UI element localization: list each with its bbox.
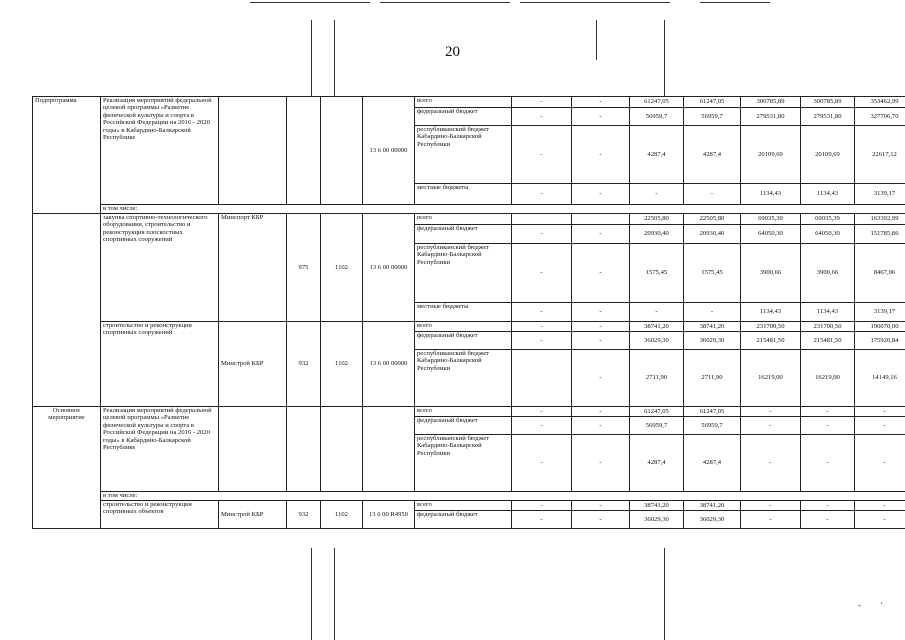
- kbk-cell: 13 6 00 R4950: [363, 501, 415, 529]
- executor: Минстрой КБР: [219, 322, 287, 407]
- kbk-cell: 13 6 00 00000: [363, 322, 415, 407]
- table-row: строительство и реконструкция спортивных объектов Минстрой КБР 932 1102 13 6 00 R4950 всего - - 38741,20 38741,20 - - -: [33, 501, 905, 511]
- table-row: федеральный бюджет - - 36029,30 36029,30 - - -: [33, 511, 905, 529]
- executor: Минспорт КБР: [219, 214, 287, 322]
- measure-name: закупка спортивно-технологического оборудования, строительство и реконструкция плоскостных спортивных сооружений: [101, 214, 219, 322]
- table-row: федеральный бюджет - - 36029,30 36029,30 215481,50 215481,50 175920,84: [33, 332, 905, 350]
- table-row: [33, 492, 905, 501]
- funding-source: местные бюджеты: [415, 303, 512, 322]
- including-label: в том числе:: [101, 492, 905, 501]
- vertical-guide: [311, 548, 312, 640]
- funding-source: республиканский бюджет Кабардино-Балкарской Республики: [415, 435, 512, 492]
- funding-source: республиканский бюджет Кабардино-Балкарской Республики: [415, 350, 512, 407]
- table-row: федеральный бюджет - - 20930,40 20930,40 64050,30 64050,30 151785,86: [33, 225, 905, 244]
- funding-source: федеральный бюджет: [415, 417, 512, 435]
- table-row: Подпрограмма Реализация мероприятий федеральной целевой программы «Развитие физической культуры и спорта в Российской Федерации на 2016 - 2020 годы» в Кабардино-Балкарской Республике 13 6 00 00000 всего - - 61247,05 61247,05 300785,89 300785,89 353462,99: [33, 97, 905, 108]
- funding-source: местные бюджеты: [415, 184, 512, 205]
- section-code: 1102: [321, 214, 363, 322]
- funding-source: всего: [415, 214, 512, 225]
- table-row: местные бюджеты - - - - 1134,43 1134,43 3139,17: [33, 303, 905, 322]
- vertical-guide: [664, 548, 665, 640]
- funding-source: федеральный бюджет: [415, 332, 512, 350]
- section-code: 1102: [321, 501, 363, 529]
- funding-source: всего: [415, 407, 512, 417]
- measure-name: Реализация мероприятий федеральной целевой программы «Развитие физической культуры и спорта в Российской Федерации на 2016 - 2020 годы» в Кабардино-Балкарской Республике: [101, 97, 219, 205]
- funding-source: всего: [415, 501, 512, 511]
- table-row: строительство и реконструкция спортивных сооружений Минстрой КБР 932 1102 13 6 00 00000 всего - - 38741,20 38741,20 231700,50 231700,50 190070,00: [33, 322, 905, 332]
- section-code: 1102: [321, 322, 363, 407]
- scan-artifact-top-line: [380, 2, 510, 3]
- table-row: закупка спортивно-технологического оборудования, строительство и реконструкция плоскостных спортивных сооружений Минспорт КБР 975 1102 13 6 00 00000 всего 22505,80 22505,80 69035,39 69035,39 163392,99: [33, 214, 905, 225]
- table-row: республиканский бюджет Кабардино-Балкарской Республики - - 4287,4 4287,4 - - -: [33, 435, 905, 492]
- funding-source: федеральный бюджет: [415, 511, 512, 529]
- funding-source: всего: [415, 97, 512, 108]
- scan-artifact-top-line: [520, 2, 670, 3]
- table-row: федеральный бюджет - - 56959,7 56959,7 - - -: [33, 417, 905, 435]
- table-row: республиканский бюджет Кабардино-Балкарской Республики - - 1575,45 1575,45 3900,66 3900,66 8467,96: [33, 244, 905, 303]
- funding-source: федеральный бюджет: [415, 225, 512, 244]
- funding-source: федеральный бюджет: [415, 108, 512, 126]
- table-row: местные бюджеты - - - - 1134,43 1134,43 3139,17: [33, 184, 905, 205]
- kbk-cell: 13 6 00 00000: [363, 214, 415, 322]
- table-row: [33, 205, 905, 214]
- page-number: 20: [445, 44, 460, 60]
- scan-dot: ·: [880, 598, 883, 608]
- table-row: федеральный бюджет - - 56959,7 56959,7 279531,80 279531,80 327706,70: [33, 108, 905, 126]
- status-cell: Основное мероприятие: [33, 407, 101, 529]
- executor: Минстрой КБР: [219, 501, 287, 529]
- scan-artifact-top-line: [700, 2, 770, 3]
- table-row: республиканский бюджет Кабардино-Балкарской Республики - - 4287,4 4287,4 20109,69 20109,69 22617,12: [33, 126, 905, 184]
- funding-source: всего: [415, 322, 512, 332]
- grbs: 975: [287, 214, 321, 322]
- table-row: Основное мероприятие Реализация мероприятий федеральной целевой программы «Развитие физической культуры и спорта в Российской Федерации на 2016 - 2020 годы» в Кабардино-Балкарской Республике всего - - 61247,05 61247,05 - - -: [33, 407, 905, 417]
- budget-table: [32, 96, 905, 529]
- measure-name: строительство и реконструкция спортивных сооружений: [101, 322, 219, 407]
- measure-name: Реализация мероприятий федеральной целевой программы «Развитие физической культуры и спорта в Российской Федерации на 2016 - 2020 годы» в Кабардино-Балкарской Республике: [101, 407, 219, 492]
- status-cell: Подпрограмма: [33, 97, 101, 214]
- grbs: 932: [287, 322, 321, 407]
- scan-artifact-top-line: [250, 2, 370, 3]
- table-row: республиканский бюджет Кабардино-Балкарской Республики - 2711,90 2711,90 16219,00 16219,00 14149,16: [33, 350, 905, 407]
- measure-name: строительство и реконструкция спортивных объектов: [101, 501, 219, 529]
- vertical-guide: [334, 548, 335, 640]
- scan-dot: -: [858, 600, 861, 610]
- kbk-cell: 13 6 00 00000: [363, 97, 415, 205]
- including-label: в том числе:: [101, 205, 905, 214]
- grbs: 932: [287, 501, 321, 529]
- funding-source: республиканский бюджет Кабардино-Балкарской Республики: [415, 126, 512, 184]
- funding-source: республиканский бюджет Кабардино-Балкарской Республики: [415, 244, 512, 303]
